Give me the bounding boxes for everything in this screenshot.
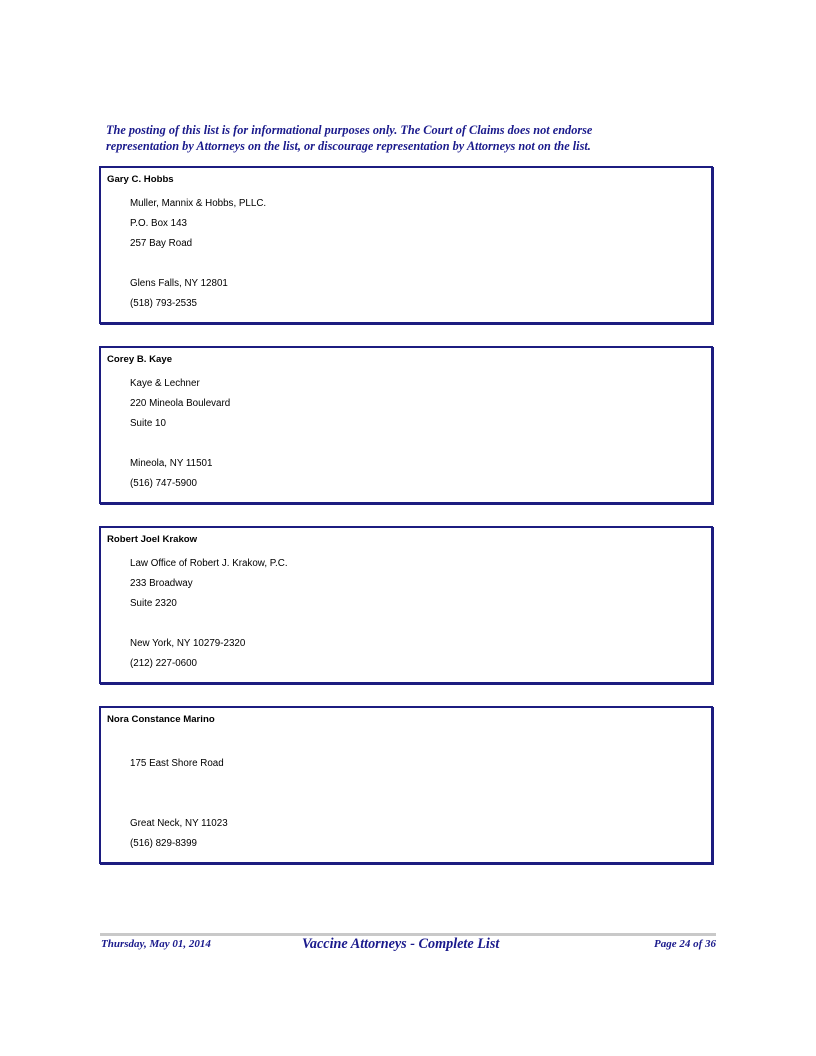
- attorney-city-state-zip: Mineola, NY 11501: [130, 458, 213, 469]
- attorney-city-state-zip: New York, NY 10279-2320: [130, 638, 246, 649]
- attorney-phone: (518) 793-2535: [130, 298, 197, 309]
- disclaimer-text: The posting of this list is for informational purposes only. The Court of Claims does not endorse representation by Attorneys on the list, or discourage representation by Attorneys not on the list.: [106, 123, 593, 153]
- attorney-firm: Muller, Mannix & Hobbs, PLLC.: [130, 198, 267, 209]
- attorney-address-line-1: P.O. Box 143: [130, 218, 188, 229]
- attorney-name: Robert Joel Krakow: [107, 534, 198, 545]
- attorney-city-state-zip: Great Neck, NY 11023: [130, 818, 228, 829]
- attorney-address-line-2: 257 Bay Road: [130, 238, 193, 249]
- attorney-phone: (516) 747-5900: [130, 478, 197, 489]
- attorney-phone: (212) 227-0600: [130, 658, 197, 669]
- attorney-name: Gary C. Hobbs: [107, 174, 174, 185]
- attorney-phone: (516) 829-8399: [130, 838, 197, 849]
- attorney-firm: Kaye & Lechner: [130, 378, 200, 389]
- attorney-card: [99, 166, 713, 324]
- attorney-card: [99, 346, 713, 504]
- attorney-name: Corey B. Kaye: [107, 354, 173, 365]
- attorney-address-line-1: 175 East Shore Road: [130, 758, 224, 769]
- attorney-address-line-1: 233 Broadway: [130, 578, 193, 589]
- attorney-card: [99, 526, 713, 684]
- attorney-address-line-1: 220 Mineola Boulevard: [130, 398, 231, 409]
- attorney-name: Nora Constance Marino: [107, 714, 215, 725]
- footer-date: Thursday, May 01, 2014: [101, 938, 211, 950]
- footer-page-number: Page 24 of 36: [653, 938, 716, 950]
- footer-title: Vaccine Attorneys - Complete List: [302, 936, 500, 952]
- attorney-address-line-2: Suite 10: [130, 418, 166, 429]
- attorney-city-state-zip: Glens Falls, NY 12801: [130, 278, 228, 289]
- attorney-firm: Law Office of Robert J. Krakow, P.C.: [130, 558, 288, 569]
- attorney-card: [99, 706, 713, 864]
- attorney-address-line-2: Suite 2320: [130, 598, 177, 609]
